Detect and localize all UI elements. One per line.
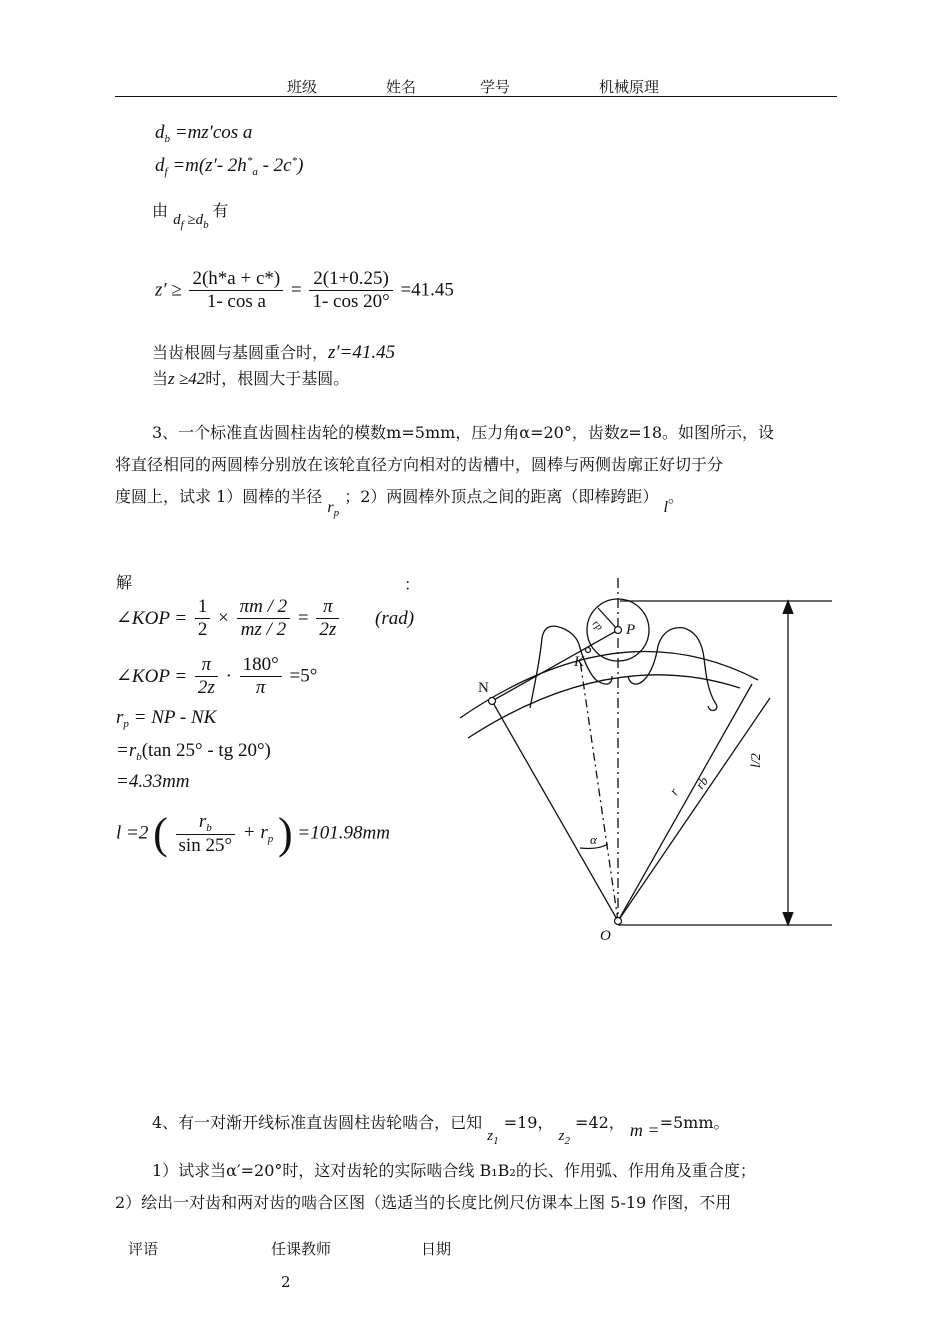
inequality-z: z′ ≥ $\frac{2(h*a + c*)}{\text{1- cos a}}$ = $\frac{2(1+0.25)}{1- \cos 20^\circ}$ =41.45 xyxy=(155,268,454,312)
header-class-label: 班级 xyxy=(287,78,318,96)
problem3-line1: 3、一个标准直齿圆柱齿轮的模数m=5mm，压力角α=20°，齿数z=18。如图所示，设 xyxy=(152,423,775,442)
footer-comment-label: 评语 xyxy=(128,1240,159,1258)
condition-line: 由 $d_f \ge d_b$ 有 xyxy=(152,201,229,231)
header-rule xyxy=(115,96,837,97)
label-rb: rb xyxy=(692,773,712,792)
point-n-marker xyxy=(489,698,496,705)
problem4-line1: 4、有一对渐开线标准直齿圆柱齿轮啮合，已知 $z_1 =19$， $z_2 =42$， m ==5mm。 xyxy=(152,1113,730,1147)
page-number: 2 xyxy=(281,1273,291,1291)
label-r: r xyxy=(666,784,682,798)
gear-figure xyxy=(440,568,840,948)
equation-l: l =2 ( $\frac{r_b}{\sin 25^\circ}$ + $r_p$ ) =101.98mm xyxy=(116,809,390,858)
point-p-marker xyxy=(615,627,622,634)
point-k-marker xyxy=(586,648,591,653)
footer-date-label: 日期 xyxy=(421,1240,452,1258)
problem4-line3: 2）绘出一对齿和两对齿的啮合区图（选适当的长度比例尺仿课本上图 5-19 作图，不用 xyxy=(115,1193,732,1212)
equation-rp-value: =4.33mm xyxy=(116,771,190,792)
label-alpha: α xyxy=(590,832,597,847)
solution-label: 解 xyxy=(116,573,133,592)
header-id-label: 学号 xyxy=(480,78,511,96)
label-k: K xyxy=(574,654,585,670)
header-name-label: 姓名 xyxy=(386,78,417,96)
label-p: P xyxy=(626,622,636,638)
header-course-title: 机械原理 xyxy=(599,78,660,96)
equation-kop-rad: ∠KOP = $\frac{1}{2}$ × $\frac{\pi m / 2}{mz / 2}$ = $\frac{\pi}{2z}$ (rad) xyxy=(116,596,415,640)
solution-colon: ： xyxy=(404,575,421,594)
label-l-half: l/2 xyxy=(749,753,764,768)
label-rp: rp xyxy=(589,617,606,634)
label-n: N xyxy=(478,680,489,696)
equation-db: $d_b =mz'\cos$ a xyxy=(155,122,253,145)
equation-rb-tan: $=r_b(\tan$ 25° - tg 20°) xyxy=(116,740,271,763)
problem3-line2: 将直径相同的两圆棒分别放在该轮直径方向相对的齿槽中，圆棒与两侧齿廓正好切于分 xyxy=(115,455,724,474)
label-o: O xyxy=(600,928,611,944)
coincide-line: 当齿根圆与基圆重合时，z′=41.45 xyxy=(152,342,396,363)
problem4-line2: 1）试求当α′=20°时，这对齿轮的实际啮合线 B₁B₂的长、作用弧、作用角及重合度； xyxy=(152,1161,756,1180)
problem3-line3: 度圆上，试求 1）圆棒的半径 $r_p$ ；2）两圆棒外顶点之间的距离（即棒跨距） l。 xyxy=(115,487,684,519)
equation-rp: $r_p$ = NP - NK xyxy=(116,707,217,730)
equation-df: $d_f =m(z'-$ $2h^*_a - 2c^*$) xyxy=(155,155,304,178)
point-o-marker xyxy=(615,918,622,925)
footer-teacher-label: 任课教师 xyxy=(271,1240,332,1258)
root-circle-line: 当z ≥42时，根圆大于基圆。 xyxy=(152,369,350,388)
equation-kop-deg: ∠KOP = $\frac{\pi}{2z}$ · $\frac{180^\circ}{\pi}$ =5° xyxy=(116,654,318,698)
